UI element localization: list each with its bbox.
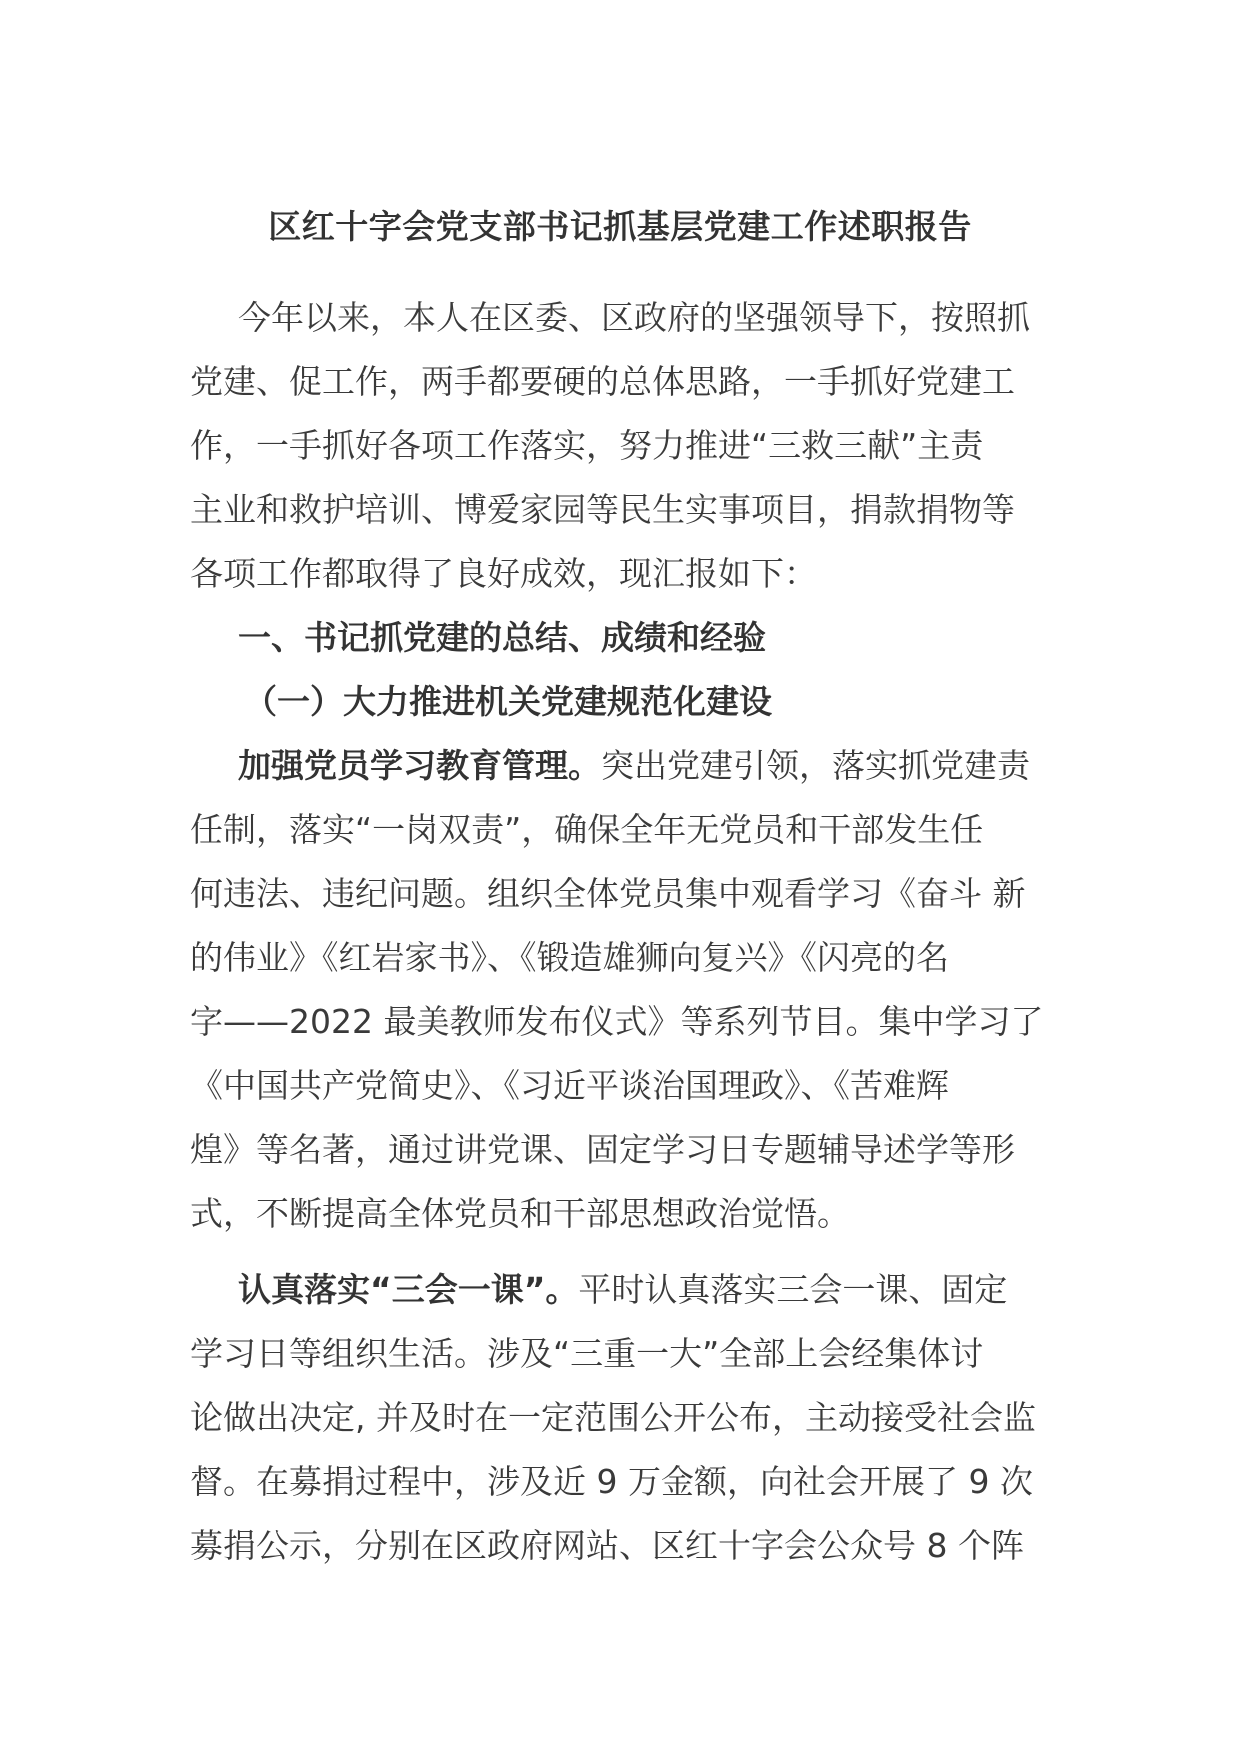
paragraph-1-line: 煌》等名著，通过讲党课、固定学习日专题辅导述学等形 (190, 1130, 1015, 1169)
intro-line: 各项工作都取得了良好成效，现汇报如下： (190, 554, 817, 593)
paragraph-1-line: 《中国共产党简史》、《习近平谈治国理政》、《苦难辉 (190, 1066, 949, 1105)
paragraph-1-first-line (190, 734, 1060, 798)
paragraph-1-line: 字——2022 最美教师发布仪式》等系列节目。集中学习了 (190, 1002, 1044, 1041)
paragraph-gap (190, 1246, 1060, 1258)
intro-line: 主业和救护培训、博爱家园等民生实事项目，捐款捐物等 (190, 490, 1015, 529)
section-heading-2: （一）大力推进机关党建规范化建设 (244, 682, 772, 721)
section-heading-1: 一、书记抓党建的总结、成绩和经验 (238, 618, 766, 657)
paragraph-2-first-line (190, 1258, 1060, 1322)
paragraph-2-lead: 认真落实“三会一课”。 (238, 1270, 579, 1309)
paragraph-1-lead: 加强党员学习教育管理。 (238, 746, 601, 785)
document-title: 区红十字会党支部书记抓基层党建工作述职报告 (268, 207, 972, 246)
paragraph-2-first-rest: 平时认真落实三会一课、固定 (578, 1270, 1008, 1309)
paragraph-1-line: 任制，落实“一岗双责”，确保全年无党员和干部发生任 (190, 810, 984, 849)
paragraph-1-line: 何违法、违纪问题。组织全体党员集中观看学习《奋斗 新 (190, 874, 1026, 913)
intro-line: 今年以来，本人在区委、区政府的坚强领导下，按照抓 (238, 298, 1030, 337)
intro-line: 党建、促工作，两手都要硬的总体思路，一手抓好党建工 (190, 362, 1015, 401)
document-body (190, 286, 1060, 1578)
intro-line: 作，一手抓好各项工作落实，努力推进“三救三献”主责 (190, 426, 984, 465)
paragraph-1-line: 式，不断提高全体党员和干部思想政治觉悟。 (190, 1194, 850, 1233)
paragraph-1-line: 的伟业》《红岩家书》、《锻造雄狮向复兴》《闪亮的名 (190, 938, 949, 977)
paragraph-2-line: 学习日等组织生活。涉及“三重一大”全部上会经集体讨 (190, 1334, 984, 1373)
paragraph-1-first-rest: 突出党建引领，落实抓党建责 (601, 746, 1030, 785)
paragraph-2-line: 募捐公示，分别在区政府网站、区红十字会公众号 8 个阵 (190, 1526, 1024, 1565)
paragraph-2-line: 论做出决定, 并及时在一定范围公开公布，主动接受社会监 (190, 1398, 1036, 1437)
paragraph-2-line: 督。在募捐过程中，涉及近 9 万金额，向社会开展了 9 次 (190, 1462, 1033, 1501)
